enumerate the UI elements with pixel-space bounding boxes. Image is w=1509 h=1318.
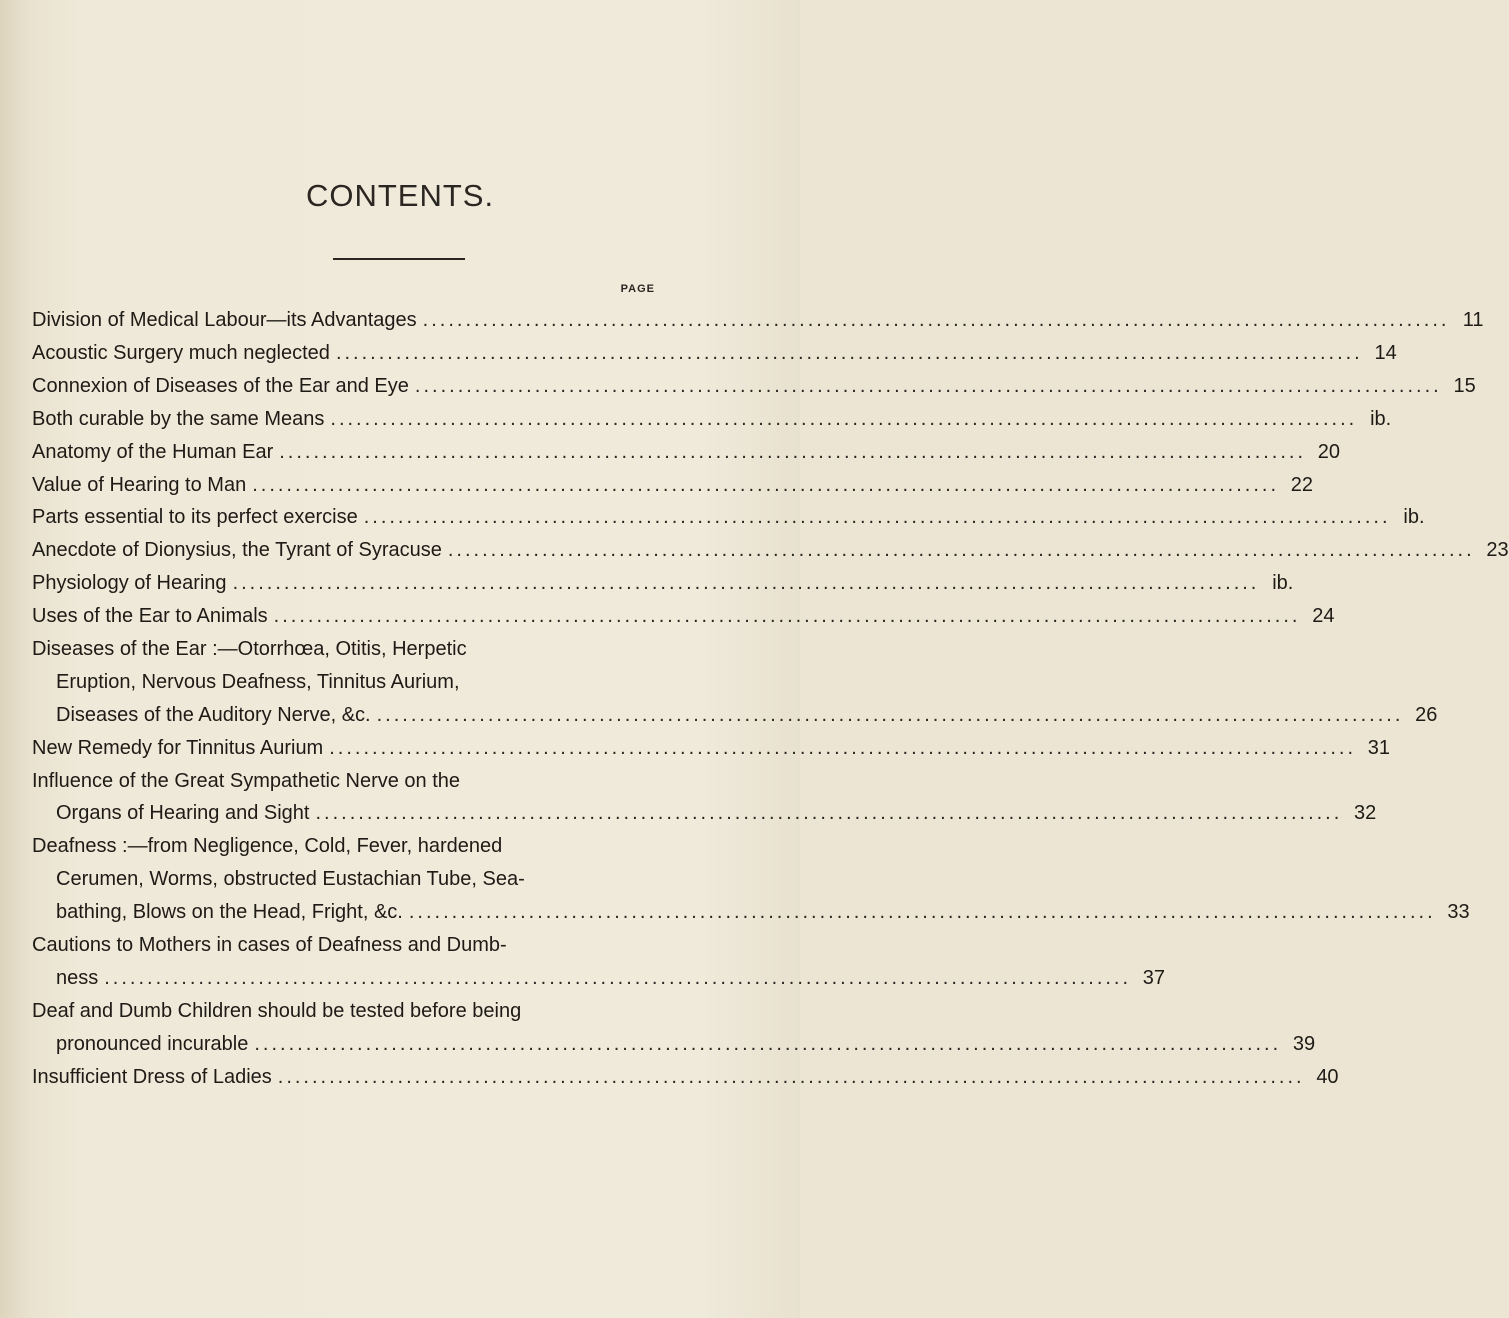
entry-title: Acoustic Surgery much neglected: [32, 341, 330, 364]
entry-line: [32, 632, 656, 666]
dot-leader: ........................................................................................................................: [254, 1032, 1282, 1055]
entry-title: Cerumen, Worms, obstructed Eustachian Tube, Sea-: [56, 868, 525, 891]
dot-leader: ........................................................................................................................: [363, 506, 1391, 529]
entry-line: [32, 468, 1313, 502]
entry-title: Deafness :—from Negligence, Cold, Fever, hardened: [32, 835, 503, 858]
entry-line: [32, 303, 1484, 337]
dot-leader: ........................................................................................................................: [408, 901, 1436, 924]
dot-leader: ........................................................................................................................: [273, 605, 1301, 628]
entry-line: [56, 796, 1377, 830]
entry-line: [32, 731, 1391, 765]
dot-leader: ........................................................................................................................: [335, 341, 1363, 364]
entry-title: Anecdote of Dionysius, the Tyrant of Syracuse: [32, 539, 442, 562]
entry-title: Deaf and Dumb Children should be tested before being: [32, 999, 522, 1022]
entry-title: Organs of Hearing and Sight: [56, 802, 310, 825]
dot-leader: ........................................................................................................................: [104, 966, 1132, 989]
entry-line: [32, 566, 1294, 600]
entry-title: Both curable by the same Means: [32, 407, 325, 430]
entry-line: [32, 533, 1509, 567]
dot-leader: ........................................................................................................................: [447, 539, 1475, 562]
dot-leader: ........................................................................................................................: [414, 374, 1442, 397]
entry-title: pronounced incurable: [56, 1032, 249, 1055]
entry-line: [56, 665, 656, 699]
page-number: 32: [1354, 802, 1377, 825]
dot-leader: ........................................................................................................................: [376, 703, 1404, 726]
page-number: 23: [1486, 539, 1509, 562]
page-column-header: PAGE: [620, 283, 655, 295]
entry-title: Connexion of Diseases of the Ear and Eye: [32, 374, 409, 397]
page-number: ib.: [1272, 572, 1294, 595]
page-title: CONTENTS.: [305, 178, 495, 213]
entry-line: [32, 336, 1397, 370]
page-number: 26: [1415, 703, 1438, 726]
entry-title: Diseases of the Auditory Nerve, &c.: [56, 703, 371, 726]
entry-title: Value of Hearing to Man: [32, 473, 247, 496]
entry-title: Parts essential to its perfect exercise: [32, 506, 358, 529]
entry-line: [56, 961, 1166, 995]
page-number: ib.: [1370, 407, 1392, 430]
page-number: 40: [1316, 1065, 1339, 1088]
page-number: 39: [1292, 1032, 1316, 1055]
entry-title: Division of Medical Labour—its Advantages: [32, 309, 417, 331]
page-number: 20: [1317, 440, 1341, 463]
page-number: ib.: [1403, 506, 1425, 529]
entry-line: [56, 1027, 1316, 1061]
page-number: 11: [1462, 309, 1484, 331]
page-number: 14: [1374, 341, 1397, 364]
dot-leader: ........................................................................................................................: [422, 309, 1450, 331]
entry-title: Cautions to Mothers in cases of Deafness and Dumb-: [32, 934, 507, 957]
entry-title: New Remedy for Tinnitus Aurium: [32, 736, 324, 759]
entry-line: [56, 698, 1438, 732]
dot-leader: ........................................................................................................................: [330, 407, 1358, 430]
dot-leader: ........................................................................................................................: [279, 440, 1307, 463]
page-number: 15: [1453, 374, 1476, 397]
entry-title: Physiology of Hearing: [32, 572, 227, 595]
entry-line: [32, 764, 656, 798]
page-number: 37: [1142, 966, 1166, 989]
entry-line: [56, 862, 656, 896]
entry-title: Influence of the Great Sympathetic Nerve on the: [32, 769, 461, 792]
entry-line: [32, 928, 656, 962]
entry-line: [32, 500, 1425, 534]
entry-title: Eruption, Nervous Deafness, Tinnitus Aurium,: [56, 670, 460, 693]
entry-line: [32, 1060, 1339, 1094]
entry-title: Uses of the Ear to Animals: [32, 605, 268, 628]
entry-line: [32, 402, 1392, 436]
entry-line: [32, 994, 656, 1028]
dot-leader: ........................................................................................................................: [277, 1065, 1305, 1088]
entry-line: [32, 599, 1335, 633]
page-number: 24: [1312, 605, 1335, 628]
entry-title: ness: [56, 966, 99, 989]
page-number: 22: [1290, 473, 1313, 496]
dot-leader: ........................................................................................................................: [232, 572, 1260, 595]
entry-line: [56, 895, 1470, 929]
entry-line: [32, 435, 1341, 469]
entry-title: Diseases of the Ear :—Otorrhœa, Otitis, Herpetic: [32, 638, 467, 660]
page-number: 33: [1447, 901, 1470, 924]
dot-leader: ........................................................................................................................: [329, 736, 1357, 759]
entry-title: Anatomy of the Human Ear: [32, 440, 274, 463]
entry-title: bathing, Blows on the Head, Fright, &c.: [56, 901, 403, 924]
page-number: 31: [1367, 736, 1391, 759]
entry-title: Insufficient Dress of Ladies: [32, 1065, 272, 1088]
entry-line: [32, 369, 1476, 403]
dot-leader: ........................................................................................................................: [315, 802, 1343, 825]
entry-line: [32, 829, 656, 863]
dot-leader: ........................................................................................................................: [252, 473, 1279, 496]
